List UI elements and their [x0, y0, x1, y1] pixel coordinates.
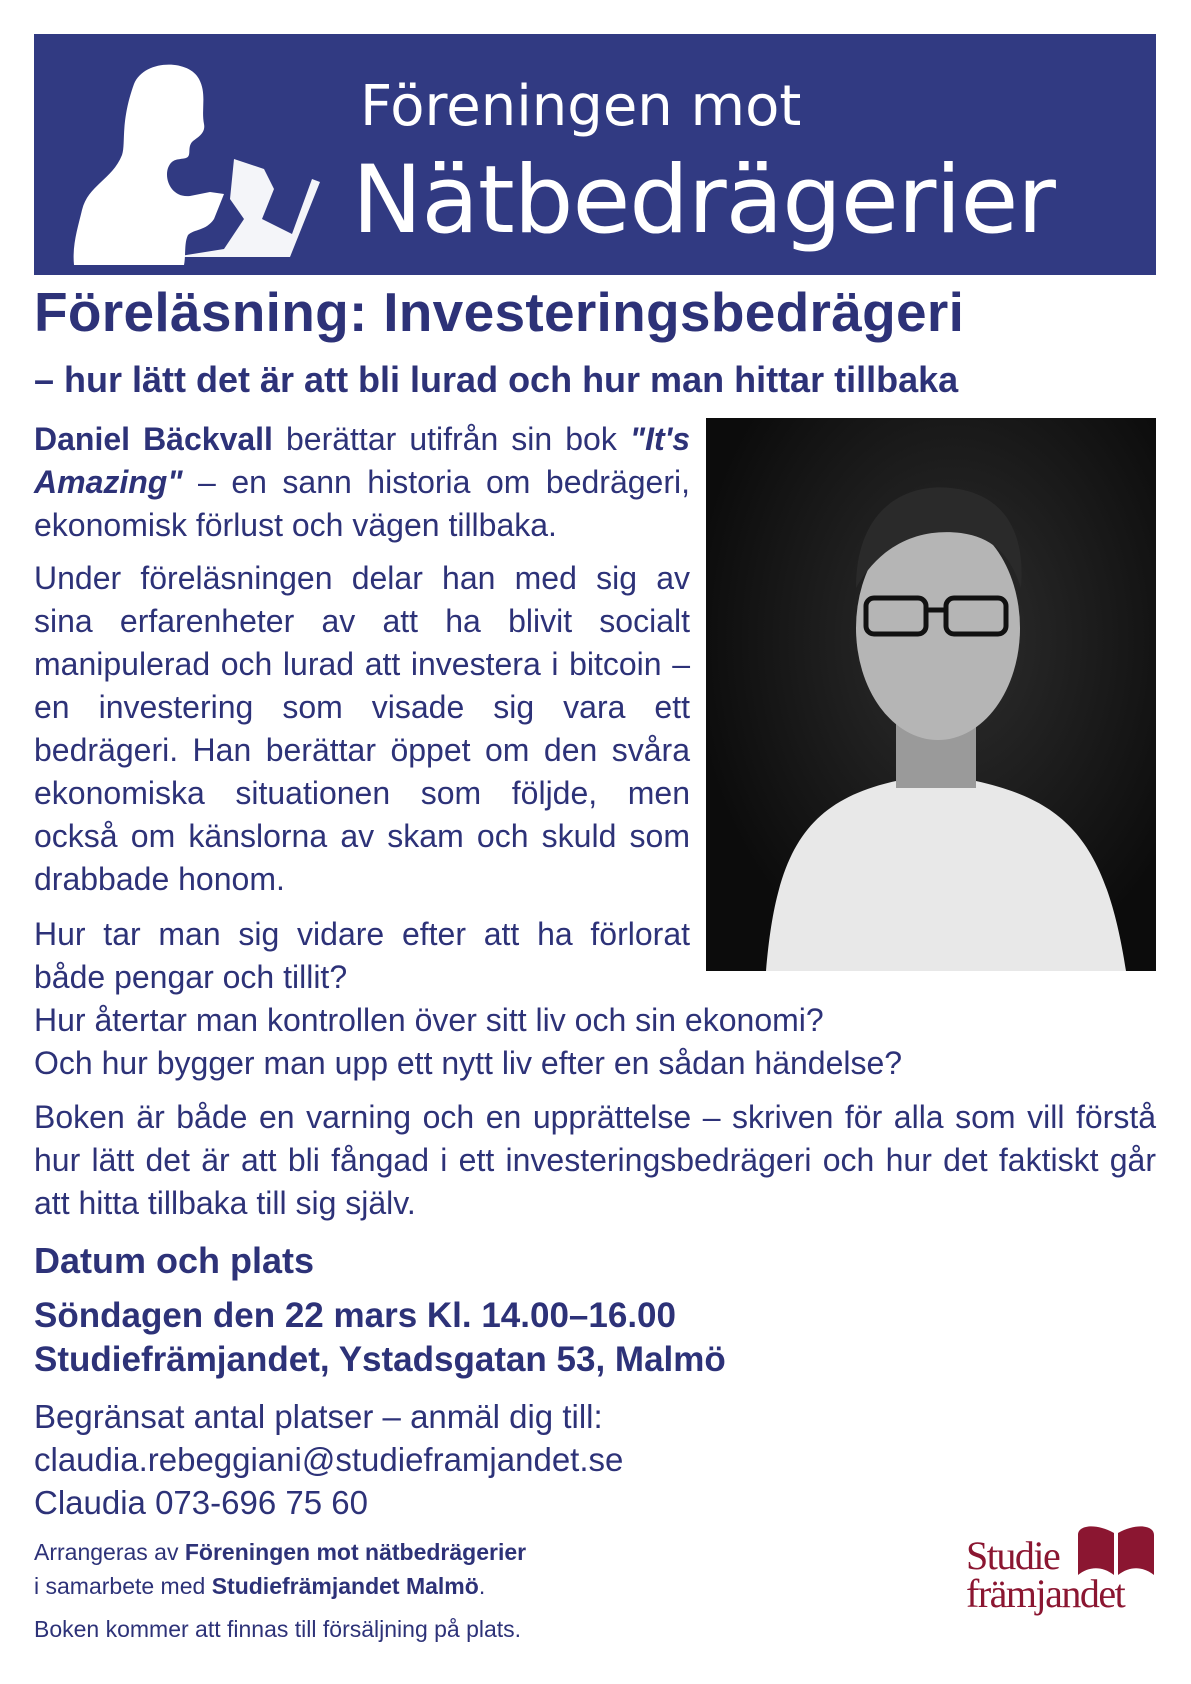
book-title: "It's Amazing"	[34, 421, 691, 500]
organizer-line	[34, 1535, 526, 1569]
studieframjandet-logo	[966, 1533, 1125, 1616]
coop-name: Studiefrämjandet Malmö	[211, 1573, 479, 1599]
speaker-name: Daniel Bäckvall	[34, 421, 273, 457]
intro-paragraph	[34, 418, 690, 547]
speaker-portrait-image	[706, 418, 1156, 971]
event-date: Söndagen den 22 mars Kl. 14.00–16.00	[34, 1296, 676, 1335]
page-title: Föreläsning: Investeringsbedrägeri	[34, 281, 965, 343]
experience-paragraph: Under föreläsningen delar han med sig av sina erfarenheter av att ha blivit socialt manipulerad och lurad att investera i bitcoin – en investering som visade sig vara ett bedrägeri. Han berättar öppet om den svåra ekonomiska situationen som följde, men också om känslorna av skam och skuld som drabbade honom.	[34, 560, 690, 897]
contact-phone: Claudia 073-696 75 60	[34, 1484, 368, 1521]
cooperation-line	[34, 1569, 485, 1603]
coop-prefix: i samarbete med	[34, 1573, 212, 1599]
book-paragraph: Boken är både en varning och en upprättelse – skriven för alla som vill förstå hur lätt det är att bli fångad i ett investeringsbedrägeri och hur det faktiskt går att hitta tillbaka till sig själv.	[34, 1099, 1156, 1221]
person-at-laptop-icon	[54, 44, 354, 269]
contact-email[interactable]: claudia.rebeggiani@studieframjandet.se	[34, 1441, 624, 1478]
open-book-icon	[1076, 1525, 1156, 1577]
organizer-name: Föreningen mot nätbedrägerier	[184, 1539, 527, 1565]
question-3: Och hur bygger man upp ett nytt liv efter en sådan händelse?	[34, 1045, 903, 1081]
logo-line1: Studie	[966, 1533, 1060, 1578]
coop-suffix: .	[478, 1573, 486, 1599]
registration-text: Begränsat antal platser – anmäl dig till:	[34, 1398, 603, 1435]
banner-line2: Nätbedrägerier	[352, 146, 1055, 255]
speaker-photo	[706, 418, 1156, 971]
book-sale-note: Boken kommer att finnas till försäljning på plats.	[34, 1616, 522, 1642]
question-1: Hur tar man sig vidare efter att ha förlorat både pengar och tillit?	[34, 916, 690, 995]
intro-text-2: – en sann historia om bedrägeri, ekonomisk förlust och vägen tillbaka.	[34, 464, 690, 543]
banner-line1: Föreningen mot	[360, 74, 802, 139]
logo-line2: främjandet	[966, 1571, 1125, 1616]
event-heading: Datum och plats	[34, 1240, 315, 1281]
page-subtitle: – hur lätt det är att bli lurad och hur man hittar tillbaka	[34, 359, 959, 400]
intro-text-1: berättar utifrån sin bok	[272, 421, 630, 457]
header-banner	[34, 34, 1156, 275]
event-place: Studiefrämjandet, Ystadsgatan 53, Malmö	[34, 1340, 726, 1379]
organizer-prefix: Arrangeras av	[34, 1539, 185, 1565]
question-2: Hur återtar man kontrollen över sitt liv och sin ekonomi?	[34, 1002, 824, 1038]
